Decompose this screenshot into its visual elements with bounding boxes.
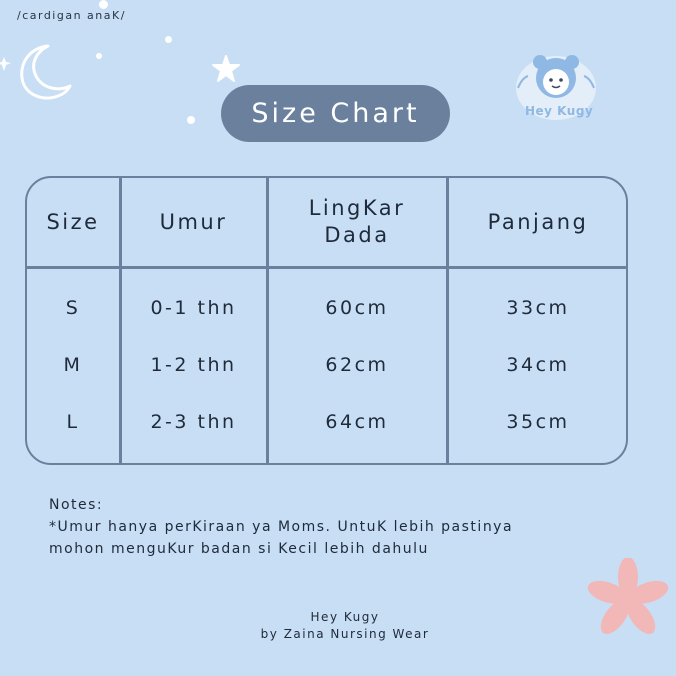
- footer: [0, 609, 676, 643]
- breadcrumb: /cardigan anaK/: [17, 9, 126, 22]
- decor-dot: [99, 0, 108, 9]
- cell-size: M: [63, 354, 83, 376]
- cell-lingkar: 62cm: [325, 354, 389, 376]
- page-title-text: Size Chart: [251, 98, 420, 129]
- footer-brand: Hey Kugy: [310, 610, 380, 624]
- star-icon: [0, 56, 14, 72]
- cell-panjang: 34cm: [506, 354, 570, 376]
- header-lingkar-line1: LingKar: [308, 196, 406, 220]
- cell-lingkar: 60cm: [325, 297, 389, 319]
- cell-size: L: [66, 411, 80, 433]
- decor-dot: [165, 36, 172, 43]
- header-lingkar-dada: [268, 178, 446, 266]
- notes-label: Notes:: [49, 497, 104, 513]
- cell-panjang: 35cm: [506, 411, 570, 433]
- cell-umur: 2-3 thn: [150, 411, 237, 433]
- notes-line: mohon menguKur badan si Kecil lebih dahulu: [49, 541, 429, 557]
- cell-umur: 1-2 thn: [150, 354, 237, 376]
- cell-size: S: [65, 297, 81, 319]
- page-title: [221, 85, 450, 142]
- decor-dot: [187, 116, 195, 124]
- star-icon: [209, 54, 243, 84]
- table-divider: [27, 266, 626, 269]
- size-table: [25, 176, 628, 465]
- decor-dot: [96, 53, 102, 59]
- notes-line: *Umur hanya perKiraan ya Moms. UntuK lebih pastinya: [49, 519, 514, 535]
- header-size: Size: [46, 209, 100, 234]
- moon-icon: [14, 42, 72, 104]
- header-umur: Umur: [159, 209, 228, 234]
- header-lingkar-line2: Dada: [324, 223, 390, 247]
- notes: [49, 494, 513, 560]
- header-panjang: Panjang: [487, 209, 589, 234]
- cell-umur: 0-1 thn: [150, 297, 237, 319]
- cell-lingkar: 64cm: [325, 411, 389, 433]
- logo-text: Hey Kugy: [525, 104, 594, 118]
- cell-panjang: 33cm: [506, 297, 570, 319]
- footer-byline: by Zaina Nursing Wear: [260, 627, 430, 641]
